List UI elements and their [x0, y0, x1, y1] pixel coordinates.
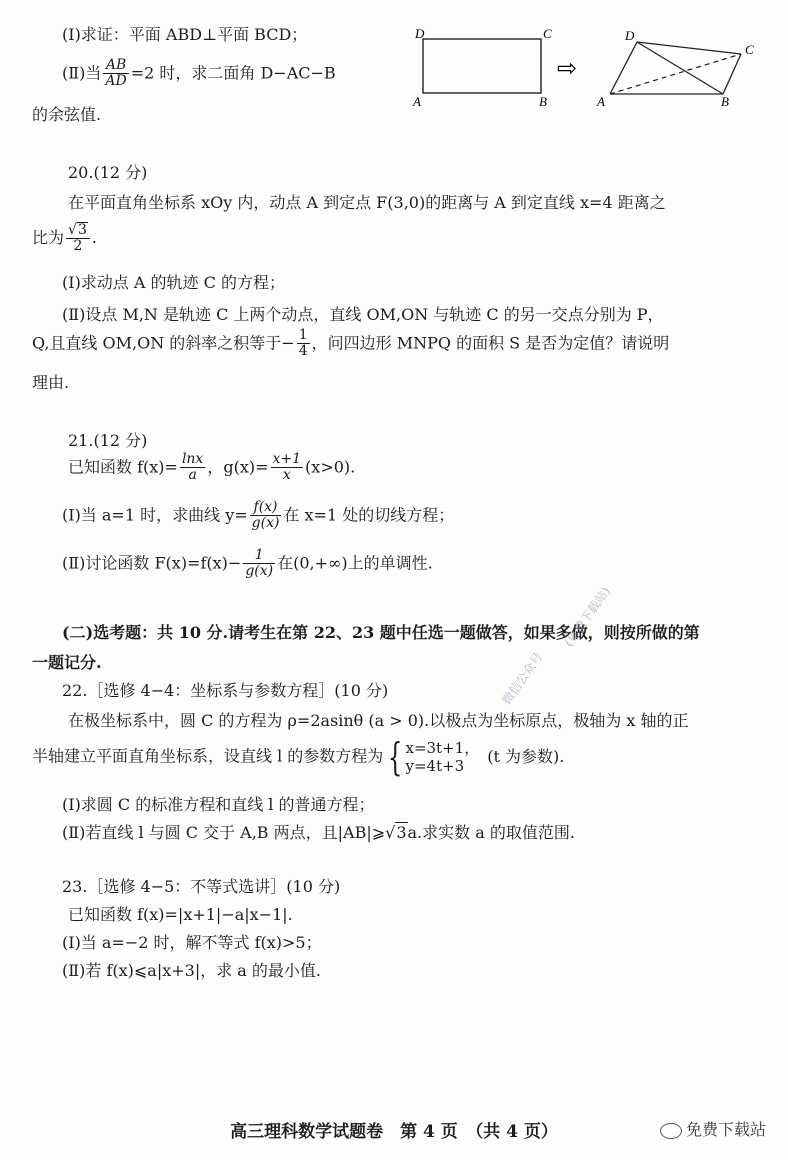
- page-footer: 高三理科数学试题卷 第 4 页 （共 4 页）: [230, 1122, 558, 1142]
- q22-line2-post: (t 为参数).: [487, 746, 565, 766]
- q21-g-den: x: [282, 467, 291, 484]
- q22-heading: 22.［选修 4−4：坐标系与参数方程］(10 分): [62, 681, 389, 700]
- q19-ratio-fraction: [103, 58, 128, 90]
- q23-given: 已知函数 f(x)=|x+1|−a|x−1|.: [68, 905, 293, 924]
- rect-label-d: D: [415, 26, 425, 41]
- q21-part1-pre: (Ⅰ)当 a=1 时，求曲线 y=: [62, 505, 248, 525]
- fold-figure: [405, 24, 775, 116]
- q20-slope-num: 1: [298, 327, 308, 343]
- q22-sys-row1: x=3t+1，: [405, 739, 480, 757]
- rect-label-c: C: [543, 26, 552, 41]
- q21-part2-num: 1: [243, 548, 275, 564]
- q19-part2: [62, 58, 336, 90]
- q19-part1: (Ⅰ)求证：平面 ABD⊥平面 BCD；: [62, 25, 308, 44]
- fold-label-b: B: [721, 94, 729, 109]
- brand-text: 免费下载站: [685, 1120, 766, 1139]
- q21-part2: [62, 548, 433, 580]
- q21-given-pre: 已知函数 f(x)=: [68, 457, 178, 477]
- fold-arrow-icon: ⇨: [557, 54, 578, 82]
- q21-given-mid: ，g(x)=: [207, 457, 269, 477]
- q21-part1-num: f(x): [250, 500, 282, 516]
- fold-label-a: A: [597, 94, 605, 109]
- q20-slope-den: 4: [298, 343, 308, 360]
- q22-line1: 在极坐标系中，圆 C 的方程为 ρ=2asinθ (a > 0).以极点为坐标原点，极轴为 x 轴的正: [68, 711, 689, 730]
- q20-line2: [32, 222, 97, 255]
- q22-line2-pre: 半轴建立平面直角坐标系，设直线 l 的参数方程为: [32, 746, 384, 766]
- q20-line1: 在平面直角坐标系 xOy 内，动点 A 到定点 F(3,0)的距离与 A 到定直线 x=4 距离之: [68, 193, 666, 212]
- q20-ratio-num: √3: [66, 222, 90, 239]
- q21-f-den: a: [188, 467, 197, 484]
- q22-part2: (Ⅱ)若直线 l 与圆 C 交于 A,B 两点，且|AB|⩾√3a.求实数 a 的取值范围.: [62, 823, 575, 842]
- q23-part1: (Ⅰ)当 a=−2 时，解不等式 f(x)>5；: [62, 933, 322, 952]
- q21-part2-den: g(x): [245, 563, 274, 580]
- q21-part2-pre: (Ⅱ)讨论函数 F(x)=f(x)−: [62, 553, 242, 573]
- q23-part2: (Ⅱ)若 f(x)⩽a|x+3|，求 a 的最小值.: [62, 961, 322, 980]
- folded-tetrahedron: [610, 42, 741, 94]
- q20-slope-fraction: [297, 328, 310, 360]
- rect-label-a: A: [413, 94, 421, 109]
- q20-heading: 20.(12 分): [68, 163, 148, 182]
- q20-part2-line2-pre: Q,且直线 OM,ON 的斜率之积等于−: [32, 333, 295, 353]
- section2-line2: 一题记分.: [32, 653, 102, 672]
- q22-sys-row2: y=4t+3: [405, 757, 465, 775]
- q22-sqrt-value: 3: [396, 823, 407, 842]
- q20-sqrt-value: 3: [77, 222, 87, 238]
- q22-param-system: [405, 739, 479, 775]
- q19-part2-post: =2 时，求二面角 D−AC−B: [130, 63, 336, 83]
- watermark-text2: (免费下载站): [561, 584, 613, 650]
- q20-part2-line3: 理由.: [32, 373, 70, 392]
- q20-part2-line2: [32, 328, 669, 360]
- q20-ratio-fraction: [66, 222, 90, 255]
- q20-part2-line1: (Ⅱ)设点 M,N 是轨迹 C 上两个动点，直线 OM,ON 与轨迹 C 的另一交点分别为 P，: [62, 305, 664, 324]
- q21-g-fraction: [271, 452, 304, 484]
- q21-heading: 21.(12 分): [68, 431, 148, 450]
- q19-ratio-den: AD: [105, 73, 127, 90]
- q22-part2-pre: (Ⅱ)若直线 l 与圆 C 交于 A,B 两点，且|AB|⩾: [62, 823, 386, 842]
- q19-ratio-num: AB: [103, 58, 128, 74]
- watermark-text1: 微信公众号: [499, 649, 546, 708]
- q19-part2-tail: 的余弦值.: [32, 105, 102, 124]
- q21-given: [68, 452, 355, 484]
- q22-part2-post: a.求实数 a 的取值范围.: [407, 823, 575, 842]
- fold-label-d: D: [625, 28, 635, 43]
- q21-part1-den: g(x): [251, 515, 280, 532]
- q20-part1: (Ⅰ)求动点 A 的轨迹 C 的方程；: [62, 273, 285, 292]
- q20-line2-pre: 比为: [32, 227, 65, 247]
- left-brace-icon: {: [388, 735, 403, 779]
- q21-part1-fraction: [250, 500, 282, 532]
- q21-g-num: x+1: [272, 451, 302, 467]
- q20-ratio-den: 2: [73, 238, 83, 255]
- q21-given-post: (x>0).: [305, 457, 356, 477]
- q21-part1: [62, 500, 454, 532]
- q23-heading: 23.［选修 4−5：不等式选讲］(10 分): [62, 877, 341, 896]
- q21-part2-fraction: [243, 548, 275, 580]
- rectangle-abcd: [423, 39, 541, 93]
- q22-line2: [32, 735, 565, 779]
- section2-line1: (二)选考题：共 10 分.请考生在第 22、23 题中任选一题做答，如果多做，则按所做的第: [62, 623, 700, 642]
- fold-label-c: C: [745, 42, 754, 57]
- q19-part2-pre: (Ⅱ)当: [62, 63, 102, 83]
- q21-f-num: lnx: [181, 451, 204, 467]
- q20-part2-line2-post: ，问四边形 MNPQ 的面积 S 是否为定值？请说明: [311, 333, 670, 353]
- wechat-logo-icon: [660, 1123, 682, 1139]
- q21-part2-post: 在(0,+∞)上的单调性.: [277, 553, 433, 573]
- q22-part1: (Ⅰ)求圆 C 的标准方程和直线 l 的普通方程；: [62, 795, 375, 814]
- q21-f-fraction: [180, 452, 205, 484]
- rect-label-b: B: [539, 94, 547, 109]
- q21-part1-post: 在 x=1 处的切线方程；: [283, 505, 455, 525]
- q20-line2-post: .: [91, 227, 97, 247]
- brand-badge: [660, 1117, 766, 1140]
